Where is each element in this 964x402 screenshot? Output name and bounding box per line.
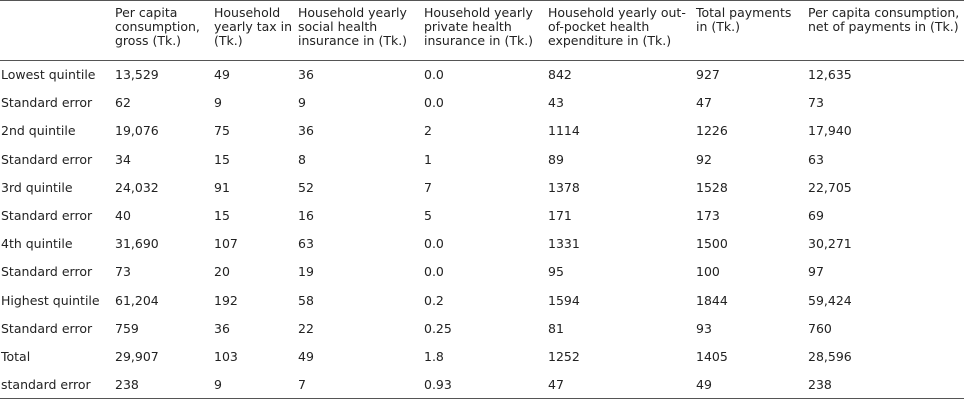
table-cell: 15 xyxy=(214,208,230,224)
table-cell: 1405 xyxy=(696,348,728,364)
header-cell-tax: Household yearly tax in (Tk.) xyxy=(214,5,293,48)
table-cell: 192 xyxy=(214,292,238,308)
table-header xyxy=(0,1,964,61)
table-cell: 12,635 xyxy=(808,67,852,83)
table-cell: 842 xyxy=(548,67,572,83)
table-cell: 73 xyxy=(115,264,131,280)
table-cell: 73 xyxy=(808,95,824,111)
table-cell: 9 xyxy=(214,371,298,399)
table-cell: 29,907 xyxy=(115,348,159,364)
table-cell: 95 xyxy=(548,264,564,280)
table-cell: 36 xyxy=(298,67,314,83)
table-cell: 103 xyxy=(214,348,238,364)
table-cell: 97 xyxy=(808,264,824,280)
header-cell-social-insurance: Household yearly social health insurance in (Tk.) xyxy=(298,5,408,48)
table-cell: 30,271 xyxy=(808,236,852,252)
table-cell: 15 xyxy=(214,151,230,167)
table-row xyxy=(0,117,964,145)
table-cell: 24,032 xyxy=(115,179,159,195)
table-cell: 7 xyxy=(298,371,424,399)
table-cell: 1844 xyxy=(696,292,728,308)
row-label: Standard error xyxy=(1,95,93,111)
table-row xyxy=(0,314,964,342)
table-cell: 93 xyxy=(696,320,712,336)
table-cell: 0.0 xyxy=(424,236,444,252)
table-cell: 81 xyxy=(548,320,564,336)
table-cell: 89 xyxy=(548,151,564,167)
table-cell: 9 xyxy=(298,95,306,111)
table-cell: 107 xyxy=(214,236,238,252)
table-cell: 34 xyxy=(115,151,131,167)
row-label: Highest quintile xyxy=(1,292,100,308)
table-cell: 1252 xyxy=(548,348,580,364)
table-cell: 0.25 xyxy=(424,320,452,336)
table-cell: 63 xyxy=(298,236,314,252)
header-cell-out-of-pocket: Household yearly out-of-pocket health expenditure in (Tk.) xyxy=(548,5,686,48)
header-cell-total-payments: Total payments in (Tk.) xyxy=(696,5,792,34)
table-cell: 1114 xyxy=(548,123,580,139)
table-cell: 52 xyxy=(298,179,314,195)
table-cell: 238 xyxy=(115,371,214,399)
table-cell: 238 xyxy=(808,371,964,399)
table-cell: 63 xyxy=(808,151,824,167)
table-cell: 1378 xyxy=(548,179,580,195)
table-cell: 59,424 xyxy=(808,292,852,308)
table-cell: 173 xyxy=(696,208,720,224)
header-cell-gross-consumption: Per capita consumption, gross (Tk.) xyxy=(115,5,200,48)
row-label: Standard error xyxy=(1,264,93,280)
table-row xyxy=(0,371,964,399)
table-cell: 1.8 xyxy=(424,348,444,364)
table-row xyxy=(0,201,964,229)
table-cell: 47 xyxy=(548,371,696,399)
header-row xyxy=(0,1,964,61)
table-cell: 49 xyxy=(696,371,808,399)
row-label: Standard error xyxy=(1,320,93,336)
table-row xyxy=(0,230,964,258)
row-label: Total xyxy=(1,348,31,364)
table-body xyxy=(0,61,964,399)
table-cell: 927 xyxy=(696,67,720,83)
header-cell-private-insurance: Household yearly private health insurance in (Tk.) xyxy=(424,5,534,48)
table-cell: 17,940 xyxy=(808,123,852,139)
table-cell: 760 xyxy=(808,320,832,336)
table-cell: 22,705 xyxy=(808,179,852,195)
table-cell: 0.2 xyxy=(424,292,444,308)
table-row xyxy=(0,258,964,286)
table-cell: 0.93 xyxy=(424,371,548,399)
header-cell-label xyxy=(0,1,115,61)
table-cell: 22 xyxy=(298,320,314,336)
table-cell: 16 xyxy=(298,208,314,224)
table-cell: 36 xyxy=(214,320,230,336)
table-row xyxy=(0,286,964,314)
table-cell: 13,529 xyxy=(115,67,159,83)
table-cell: 2 xyxy=(424,123,432,139)
table-cell: 171 xyxy=(548,208,572,224)
row-label: Standard error xyxy=(1,151,93,167)
table-row xyxy=(0,61,964,89)
table-cell: 19,076 xyxy=(115,123,159,139)
table-cell: 92 xyxy=(696,151,712,167)
table-cell: 61,204 xyxy=(115,292,159,308)
table-row xyxy=(0,342,964,370)
table-cell: 69 xyxy=(808,208,824,224)
row-label: 3rd quintile xyxy=(1,179,73,195)
table-cell: 8 xyxy=(298,151,306,167)
row-label: Lowest quintile xyxy=(1,67,96,83)
table-cell: 40 xyxy=(115,208,131,224)
table-row xyxy=(0,173,964,201)
table-cell: 0.0 xyxy=(424,264,444,280)
table-cell: 31,690 xyxy=(115,236,159,252)
table-cell: 43 xyxy=(548,95,564,111)
table-cell: 759 xyxy=(115,320,139,336)
row-label: standard error xyxy=(0,371,115,399)
table-cell: 91 xyxy=(214,179,230,195)
table-cell: 58 xyxy=(298,292,314,308)
table-row xyxy=(0,145,964,173)
table-cell: 100 xyxy=(696,264,720,280)
table-cell: 1226 xyxy=(696,123,728,139)
table-cell: 19 xyxy=(298,264,314,280)
table-cell: 9 xyxy=(214,95,222,111)
table-cell: 49 xyxy=(214,67,230,83)
table-cell: 1 xyxy=(424,151,432,167)
table-cell: 1528 xyxy=(696,179,728,195)
table-cell: 1331 xyxy=(548,236,580,252)
table-cell: 1500 xyxy=(696,236,728,252)
table-cell: 28,596 xyxy=(808,348,852,364)
table-cell: 62 xyxy=(115,95,131,111)
table-cell: 0.0 xyxy=(424,95,444,111)
table-cell: 47 xyxy=(696,95,712,111)
table-row xyxy=(0,89,964,117)
row-label: 2nd quintile xyxy=(1,123,76,139)
table-cell: 1594 xyxy=(548,292,580,308)
table-cell: 20 xyxy=(214,264,230,280)
table-cell: 0.0 xyxy=(424,67,444,83)
table-cell: 36 xyxy=(298,123,314,139)
row-label: 4th quintile xyxy=(1,236,73,252)
row-label: Standard error xyxy=(1,208,93,224)
table-cell: 7 xyxy=(424,179,432,195)
table-cell: 49 xyxy=(298,348,314,364)
header-cell-net-consumption: Per capita consumption, net of payments in (Tk.) xyxy=(808,5,960,34)
table-cell: 5 xyxy=(424,208,432,224)
table-cell: 75 xyxy=(214,123,230,139)
